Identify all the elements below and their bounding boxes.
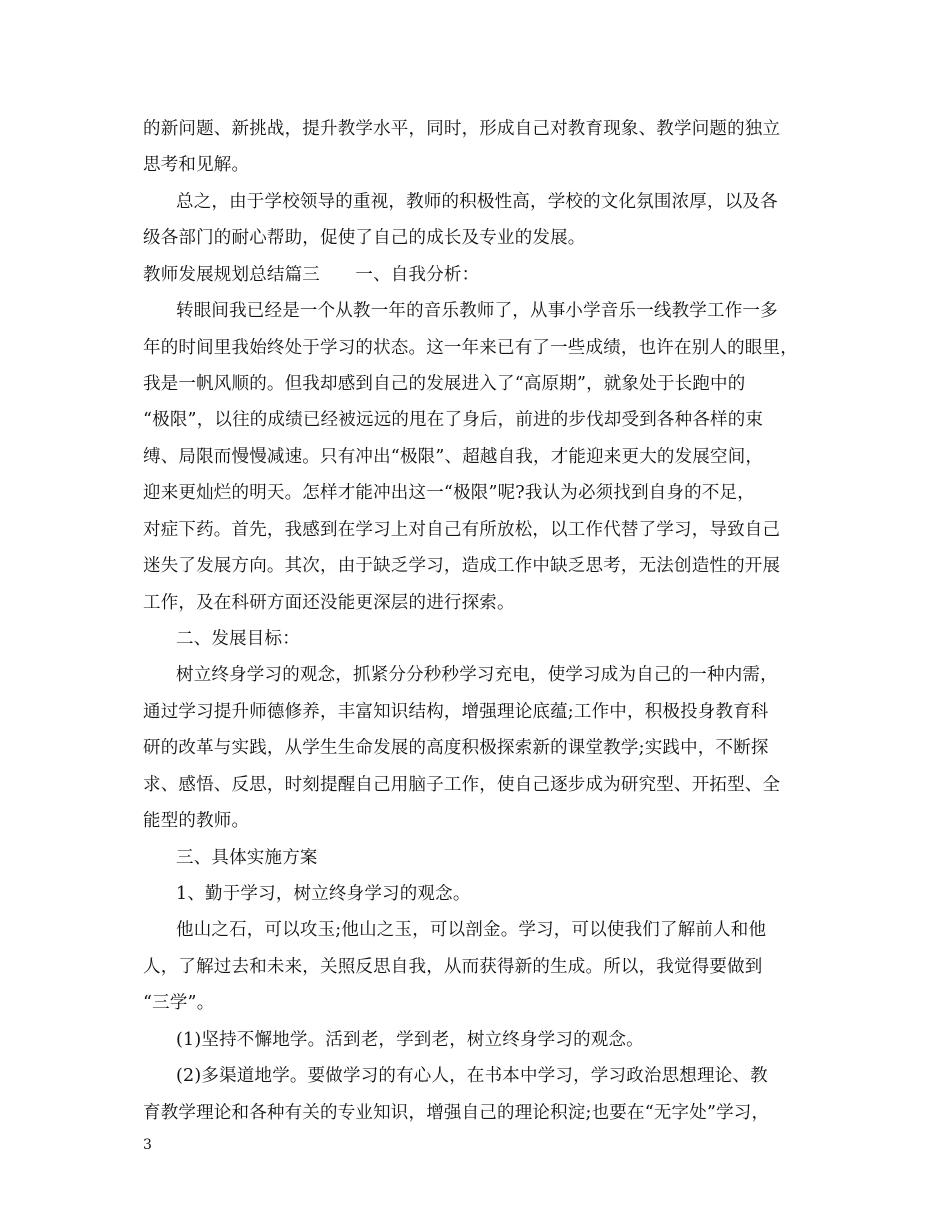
text-line: 迎来更灿烂的明天。怎样才能冲出这一“极限”呢?我认为必须找到自身的不足， <box>143 483 755 503</box>
text-line: (2)多渠道地学。要做学习的有心人，在书本中学习，学习政治思想理论、教 <box>176 1066 768 1086</box>
text-line: 求、感悟、反思，时刻提醒自己用脑子工作，使自己逐步成为研究型、开拓型、全 <box>143 775 781 795</box>
text-line: “三学”。 <box>143 993 215 1013</box>
text-line: (1)坚持不懈地学。活到老，学到老，树立终身学习的观念。 <box>176 1030 644 1050</box>
text-line: 工作，及在科研方面还没能更深层的进行探索。 <box>143 593 515 613</box>
section-heading: 教师发展规划总结篇三 一、自我分析： <box>143 265 480 285</box>
text-line: 的新问题、新挑战，提升教学水平，同时，形成自己对教育现象、教学问题的独立 <box>143 119 781 139</box>
text-line: 通过学习提升师德修养，丰富知识结构，增强理论底蕴;工作中，积极投身教育科 <box>143 702 769 722</box>
text-line: 他山之石，可以攻玉;他山之玉，可以剖金。学习，可以使我们了解前人和他 <box>176 920 767 940</box>
text-line: 总之，由于学校领导的重视，教师的积极性高，学校的文化氛围浓厚，以及各 <box>176 192 778 212</box>
text-line: 年的时间里我始终处于学习的状态。这一年来已有了一些成绩，也许在别人的眼里， <box>143 338 798 358</box>
text-line: 1、勤于学习，树立终身学习的观念。 <box>176 884 471 904</box>
page-number: 3 <box>143 1137 152 1153</box>
text-line: 人，了解过去和未来，关照反思自我，从而获得新的生成。所以，我觉得要做到 <box>143 957 763 977</box>
text-line: 育教学理论和各种有关的专业知识，增强自己的理论积淀;也要在“无字处”学习， <box>143 1103 770 1123</box>
subheading: 二、发展目标： <box>176 629 300 649</box>
text-line: 对症下药。首先，我感到在学习上对自己有所放松，以工作代替了学习，导致自己 <box>143 520 781 540</box>
text-line: 转眼间我已经是一个从教一年的音乐教师了，从事小学音乐一线教学工作一多 <box>176 301 778 321</box>
text-line: 我是一帆风顺的。但我却感到自己的发展进入了“高原期”，就象处于长跑中的 <box>143 374 746 394</box>
text-line: 级各部门的耐心帮助，促使了自己的成长及专业的发展。 <box>143 228 586 248</box>
text-line: 缚、局限而慢慢减速。只有冲出“极限”、超越自我，才能迎来更大的发展空间， <box>143 447 764 467</box>
subheading: 三、具体实施方案 <box>176 848 318 868</box>
text-line: 研的改革与实践，从学生生命发展的高度积极探索新的课堂教学;实践中，不断探 <box>143 738 769 758</box>
text-line: 思考和见解。 <box>143 155 250 175</box>
text-line: 迷失了发展方向。其次，由于缺乏学习，造成工作中缺乏思考，无法创造性的开展 <box>143 556 781 576</box>
text-line: “极限”，以往的成绩已经被远远的甩在了身后，前进的步伐却受到各种各样的束 <box>143 410 764 430</box>
text-line: 能型的教师。 <box>143 811 250 831</box>
text-line: 树立终身学习的观念，抓紧分分秒秒学习充电，使学习成为自己的一种内需， <box>176 665 778 685</box>
